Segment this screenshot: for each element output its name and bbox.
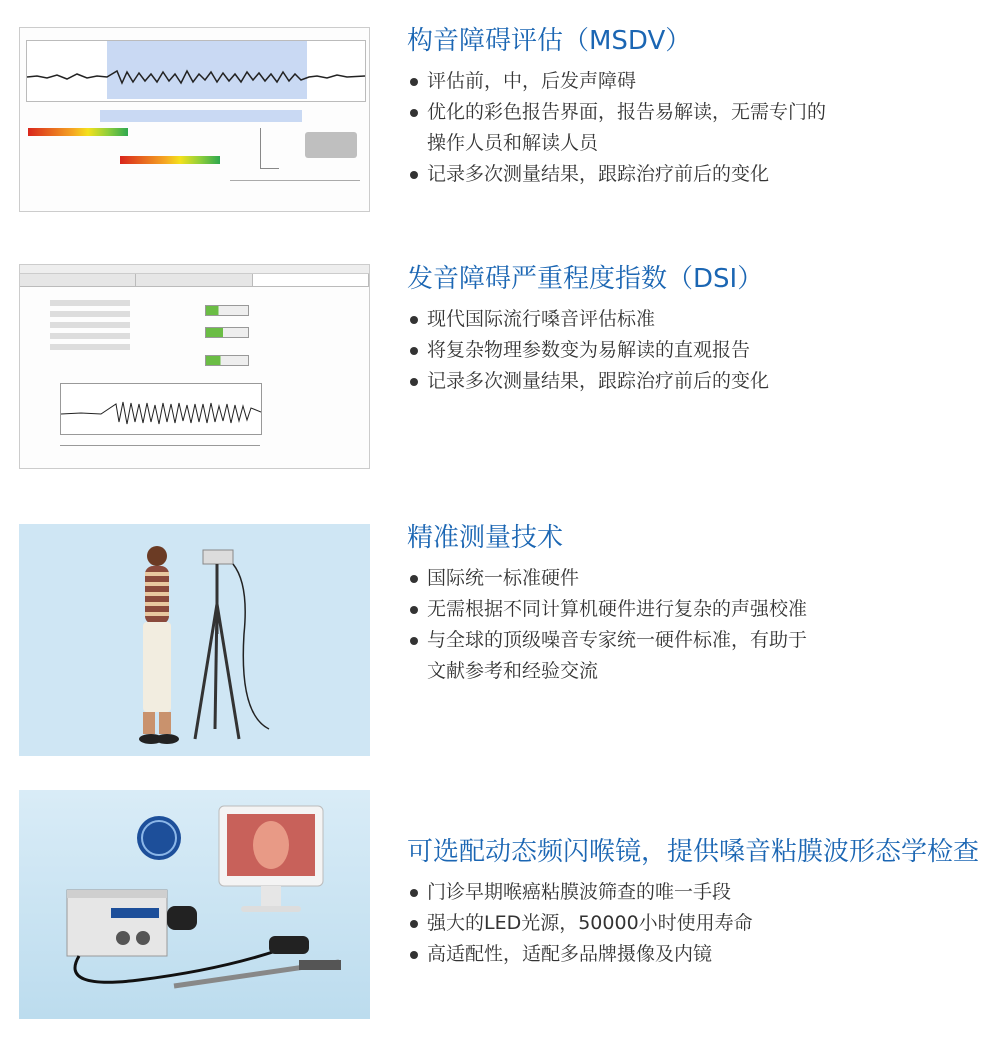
bullet-item: 记录多次测量结果，跟踪治疗前后的变化 — [407, 159, 997, 190]
bullet-item: 高适配性，适配多品牌摄像及内镜 — [407, 939, 997, 970]
bullet-item: 现代国际流行嗓音评估标准 — [407, 304, 997, 335]
bullet-item: 记录多次测量结果，跟踪治疗前后的变化 — [407, 366, 997, 397]
stroboscopy-photo — [19, 790, 370, 1019]
measurement-photo — [19, 524, 370, 756]
section-title: 可选配动态频闪喉镜，提供嗓音粘膜波形态学检查 — [407, 837, 980, 867]
dsi-screenshot — [19, 264, 370, 469]
msdv-screenshot — [19, 27, 370, 212]
bullet-item: 无需根据不同计算机硬件进行复杂的声强校准 — [407, 594, 997, 625]
bullet-item: 将复杂物理参数变为易解读的直观报告 — [407, 335, 997, 366]
bullet-item: 强大的LED光源，50000小时使用寿命 — [407, 908, 997, 939]
section-title: 精准测量技术 — [407, 523, 564, 553]
section-title: 发音障碍严重程度指数（DSI） — [407, 264, 764, 294]
bullet-item: 国际统一标准硬件 — [407, 563, 997, 594]
bullet-item: 优化的彩色报告界面，报告易解读，无需专门的 操作人员和解读人员 — [407, 97, 997, 159]
bullet-item: 评估前，中，后发声障碍 — [407, 66, 997, 97]
section-title: 构音障碍评估（MSDV） — [407, 26, 692, 56]
bullet-item: 与全球的顶级噪音专家统一硬件标准，有助于 文献参考和经验交流 — [407, 625, 997, 687]
bullet-item: 门诊早期喉癌粘膜波筛查的唯一手段 — [407, 877, 997, 908]
